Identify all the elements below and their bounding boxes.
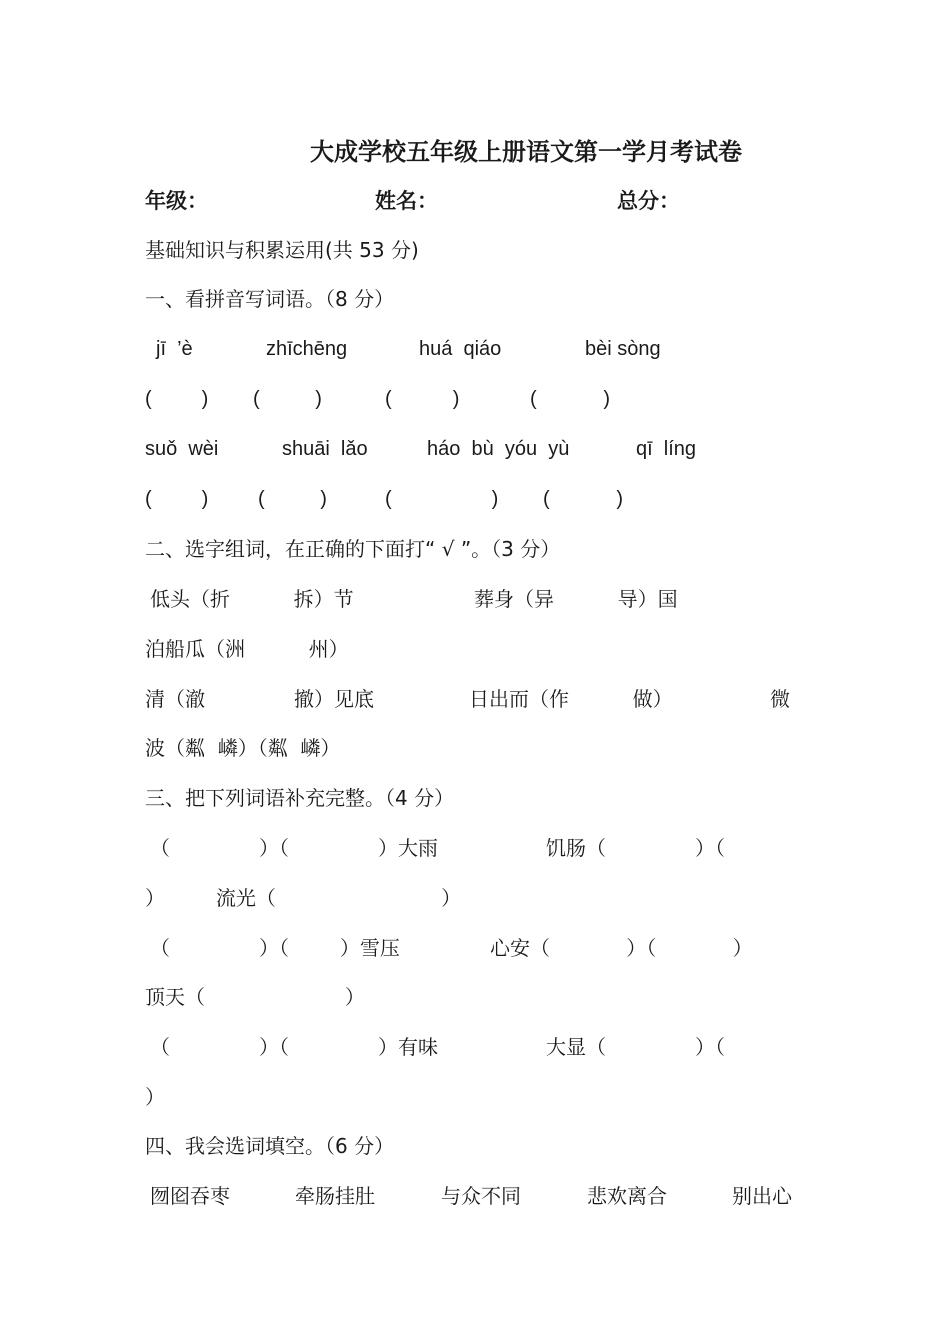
grade-label: 年级：	[145, 189, 208, 213]
q3-item[interactable]: 饥肠（ ）（	[546, 836, 726, 860]
q2-item[interactable]: 微	[770, 687, 790, 711]
q1-heading: 一、看拼音写词语。（8 分）	[145, 287, 395, 311]
section-intro: 基础知识与积累运用(共 53 分)	[145, 238, 419, 262]
q1-pinyin: zhīchēng	[266, 338, 348, 360]
answer-bracket[interactable]: ( )	[385, 388, 460, 410]
q4-word: 囫囵吞枣	[150, 1184, 230, 1208]
q1-pinyin: qī líng	[636, 438, 697, 460]
q3-item[interactable]: （ ）（ ）有味	[150, 1035, 439, 1059]
q4-word: 牵肠挂肚	[295, 1184, 375, 1208]
q2-item[interactable]: 日出而（作 做）	[469, 687, 673, 711]
answer-bracket[interactable]: ( )	[385, 488, 499, 510]
score-label: 总分：	[617, 189, 680, 213]
q2-heading: 二、选字组词，在正确的下面打“ √ ”。（3 分）	[145, 537, 561, 561]
q3-item[interactable]: （ ）（ ）大雨	[150, 836, 439, 860]
q2-item[interactable]: 清（澈 撤）见底	[145, 687, 375, 711]
answer-bracket[interactable]: ( )	[145, 488, 209, 510]
q3-item[interactable]: （ ）（ ）雪压	[150, 936, 400, 960]
q2-item[interactable]: 波（粼 嶙）（粼 嶙）	[145, 736, 341, 760]
answer-bracket[interactable]: ( )	[543, 488, 623, 510]
q2-item[interactable]: 低头（折 拆）节	[150, 587, 354, 611]
q1-pinyin: háo bù yóu yù	[427, 438, 570, 460]
q3-heading: 三、把下列词语补充完整。（4 分）	[145, 786, 455, 810]
q3-item[interactable]: 大显（ ）（	[546, 1035, 726, 1059]
q2-item[interactable]: 泊船瓜（洲 州）	[145, 637, 349, 661]
q1-pinyin: suǒ wèi	[145, 438, 219, 460]
q3-item[interactable]: ） 流光（ ）	[145, 886, 462, 910]
q4-word: 别出心	[732, 1184, 792, 1208]
name-label: 姓名：	[375, 189, 438, 213]
answer-bracket[interactable]: ( )	[258, 488, 327, 510]
answer-bracket[interactable]: ( )	[253, 388, 322, 410]
q3-item[interactable]: ）	[145, 1085, 165, 1109]
q1-pinyin: huá qiáo	[419, 338, 502, 360]
q4-word: 与众不同	[441, 1184, 521, 1208]
q1-pinyin: shuāi lǎo	[282, 438, 368, 460]
q3-item[interactable]: 心安（ ）（ ）	[490, 936, 753, 960]
answer-bracket[interactable]: ( )	[145, 388, 209, 410]
page-title: 大成学校五年级上册语文第一学月考试卷	[310, 138, 742, 166]
q4-word: 悲欢离合	[587, 1184, 667, 1208]
q4-heading: 四、我会选词填空。（6 分）	[145, 1134, 395, 1158]
q2-item[interactable]: 葬身（异 导）国	[474, 587, 678, 611]
q1-pinyin: jī ’è	[156, 338, 193, 360]
q1-pinyin: bèi sòng	[585, 338, 661, 360]
answer-bracket[interactable]: ( )	[530, 388, 610, 410]
q3-item[interactable]: 顶天（ ）	[145, 985, 365, 1009]
